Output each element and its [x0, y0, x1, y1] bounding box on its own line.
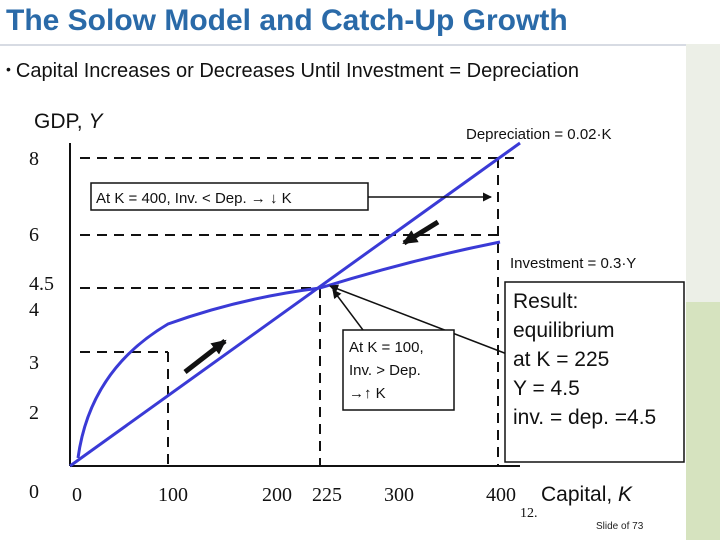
x-tick-100: 100: [158, 484, 188, 506]
y-axis-label-var: Y: [88, 110, 103, 133]
footer-number: 12.: [520, 506, 538, 521]
result-line2: equilibrium: [513, 319, 615, 342]
bullet-text: Capital Increases or Decreases Until Investment = Depreciation: [15, 60, 579, 82]
slide-number: Slide of 73: [596, 521, 644, 532]
box-low-line3: →↑ K: [349, 385, 386, 402]
y-tick-8: 8: [29, 148, 39, 170]
capital-decrease-arrow: [404, 222, 438, 243]
result-line5: inv. = dep. =4.5: [513, 406, 657, 429]
x-tick-200: 200: [262, 484, 292, 506]
depreciation-label: Depreciation = 0.02·K: [466, 126, 612, 143]
y-tick-0: 0: [29, 481, 39, 503]
x-axis-label: [541, 483, 633, 506]
box-high-text: At K = 400, Inv. < Dep. → ↓ K: [96, 190, 292, 207]
x-axis-label-var: K: [618, 483, 633, 506]
slide-title: The Solow Model and Catch-Up Growth: [6, 4, 568, 37]
x-tick-225: 225: [312, 484, 342, 506]
y-tick-6: 6: [29, 224, 39, 246]
investment-label: Investment = 0.3·Y: [510, 255, 637, 272]
y-tick-3: 3: [29, 352, 39, 374]
x-tick-0: 0: [72, 484, 82, 506]
y-tick-4: 4: [29, 299, 39, 321]
x-tick-400: 400: [486, 484, 516, 506]
result-line1: Result:: [513, 290, 579, 313]
y-axis-label-text: GDP,: [34, 110, 89, 133]
box-low-line2: Inv. > Dep.: [349, 362, 421, 379]
result-line4: Y = 4.5: [513, 377, 580, 400]
bullet-icon: •: [6, 61, 11, 77]
result-line3: at K = 225: [513, 348, 610, 371]
x-tick-300: 300: [384, 484, 414, 506]
y-tick-45: 4.5: [29, 273, 54, 295]
box-low-line1: At K = 100,: [349, 339, 424, 356]
x-axis-label-text: Capital,: [541, 483, 619, 506]
y-tick-2: 2: [29, 402, 39, 424]
